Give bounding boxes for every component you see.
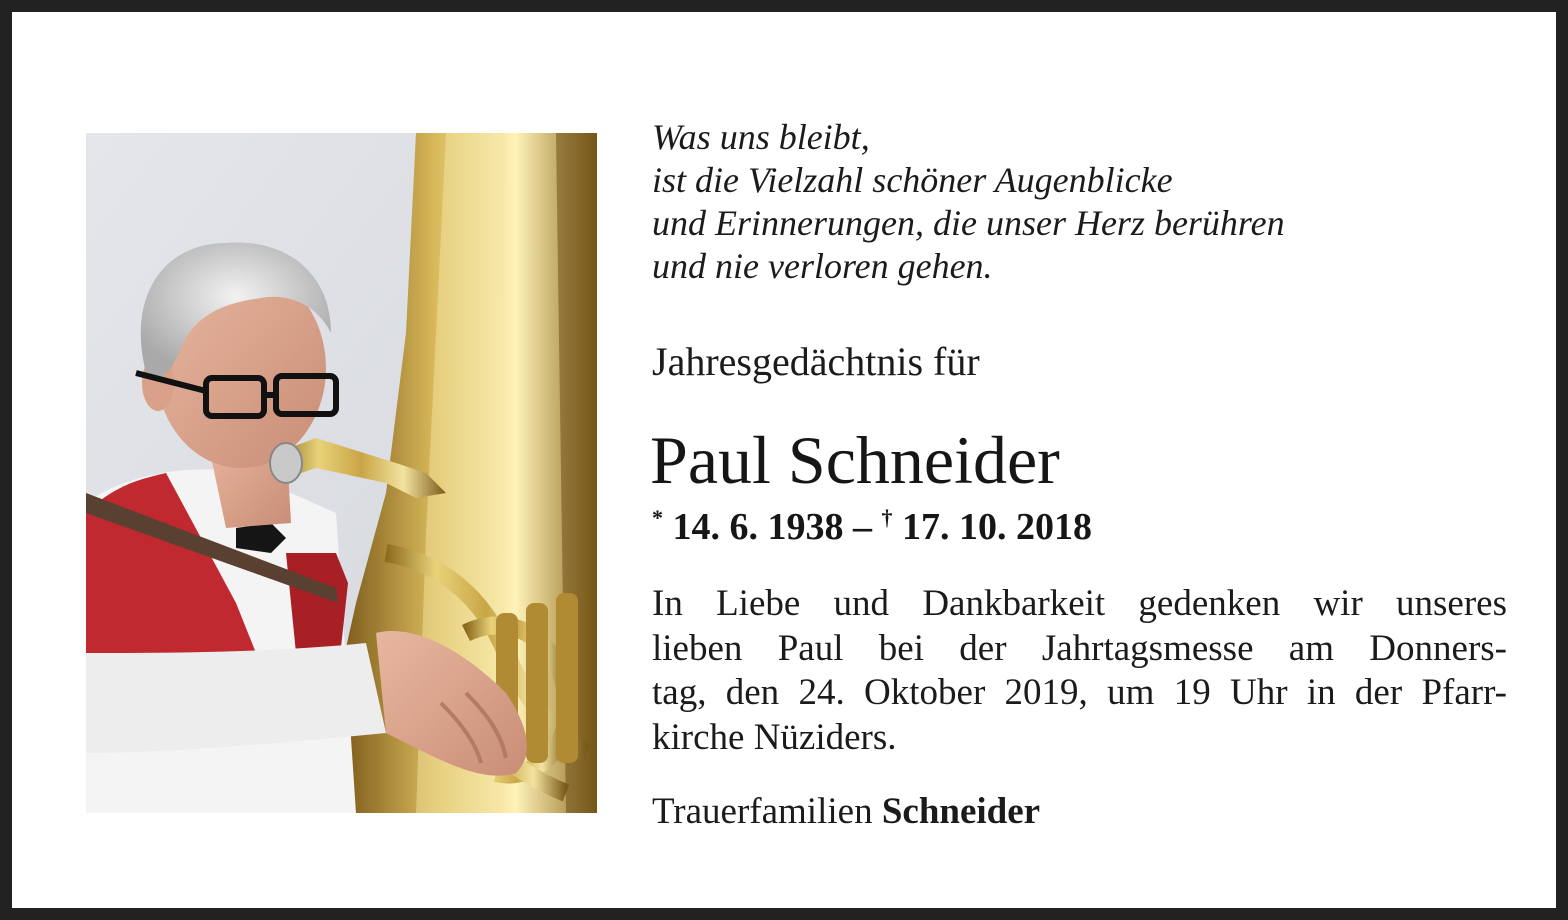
poem-line: Was uns bleibt, bbox=[652, 117, 870, 157]
announcement-text bbox=[652, 582, 1507, 760]
shirt-sleeve bbox=[86, 643, 386, 753]
portrait-photo bbox=[86, 133, 597, 813]
signature bbox=[652, 790, 1040, 834]
death-date: 17. 10. 2018 bbox=[902, 506, 1092, 548]
deceased-name: Paul Schneider bbox=[650, 422, 1060, 498]
announcement-line: tag, den 24. Oktober 2019, um 19 Uhr in der Pfarr- bbox=[652, 672, 1507, 713]
birth-symbol: * bbox=[652, 505, 663, 530]
birth-date: 14. 6. 1938 bbox=[672, 506, 844, 548]
signature-prefix: Trauerfamilien bbox=[652, 791, 873, 832]
signature-family: Schneider bbox=[881, 791, 1041, 832]
announcement-line: lieben Paul bei der Jahrtagsmesse am Donners- bbox=[652, 627, 1507, 669]
date-separator: – bbox=[843, 506, 882, 548]
poem-line: und Erinnerungen, die unser Herz berühren bbox=[652, 203, 1285, 243]
announcement-line: kirche Nüziders. bbox=[652, 716, 897, 758]
portrait-illustration bbox=[86, 133, 597, 813]
life-dates bbox=[652, 496, 1092, 549]
poem-line: und nie verloren gehen. bbox=[652, 246, 993, 286]
poem-line: ist die Vielzahl schöner Augenblicke bbox=[652, 160, 1173, 200]
death-symbol: † bbox=[881, 505, 893, 530]
poem-block bbox=[652, 116, 1507, 288]
announcement-line: In Liebe und Dankbarkeit gedenken wir unseres bbox=[652, 583, 1507, 624]
memorial-heading: Jahresgedächtnis für bbox=[652, 339, 980, 384]
